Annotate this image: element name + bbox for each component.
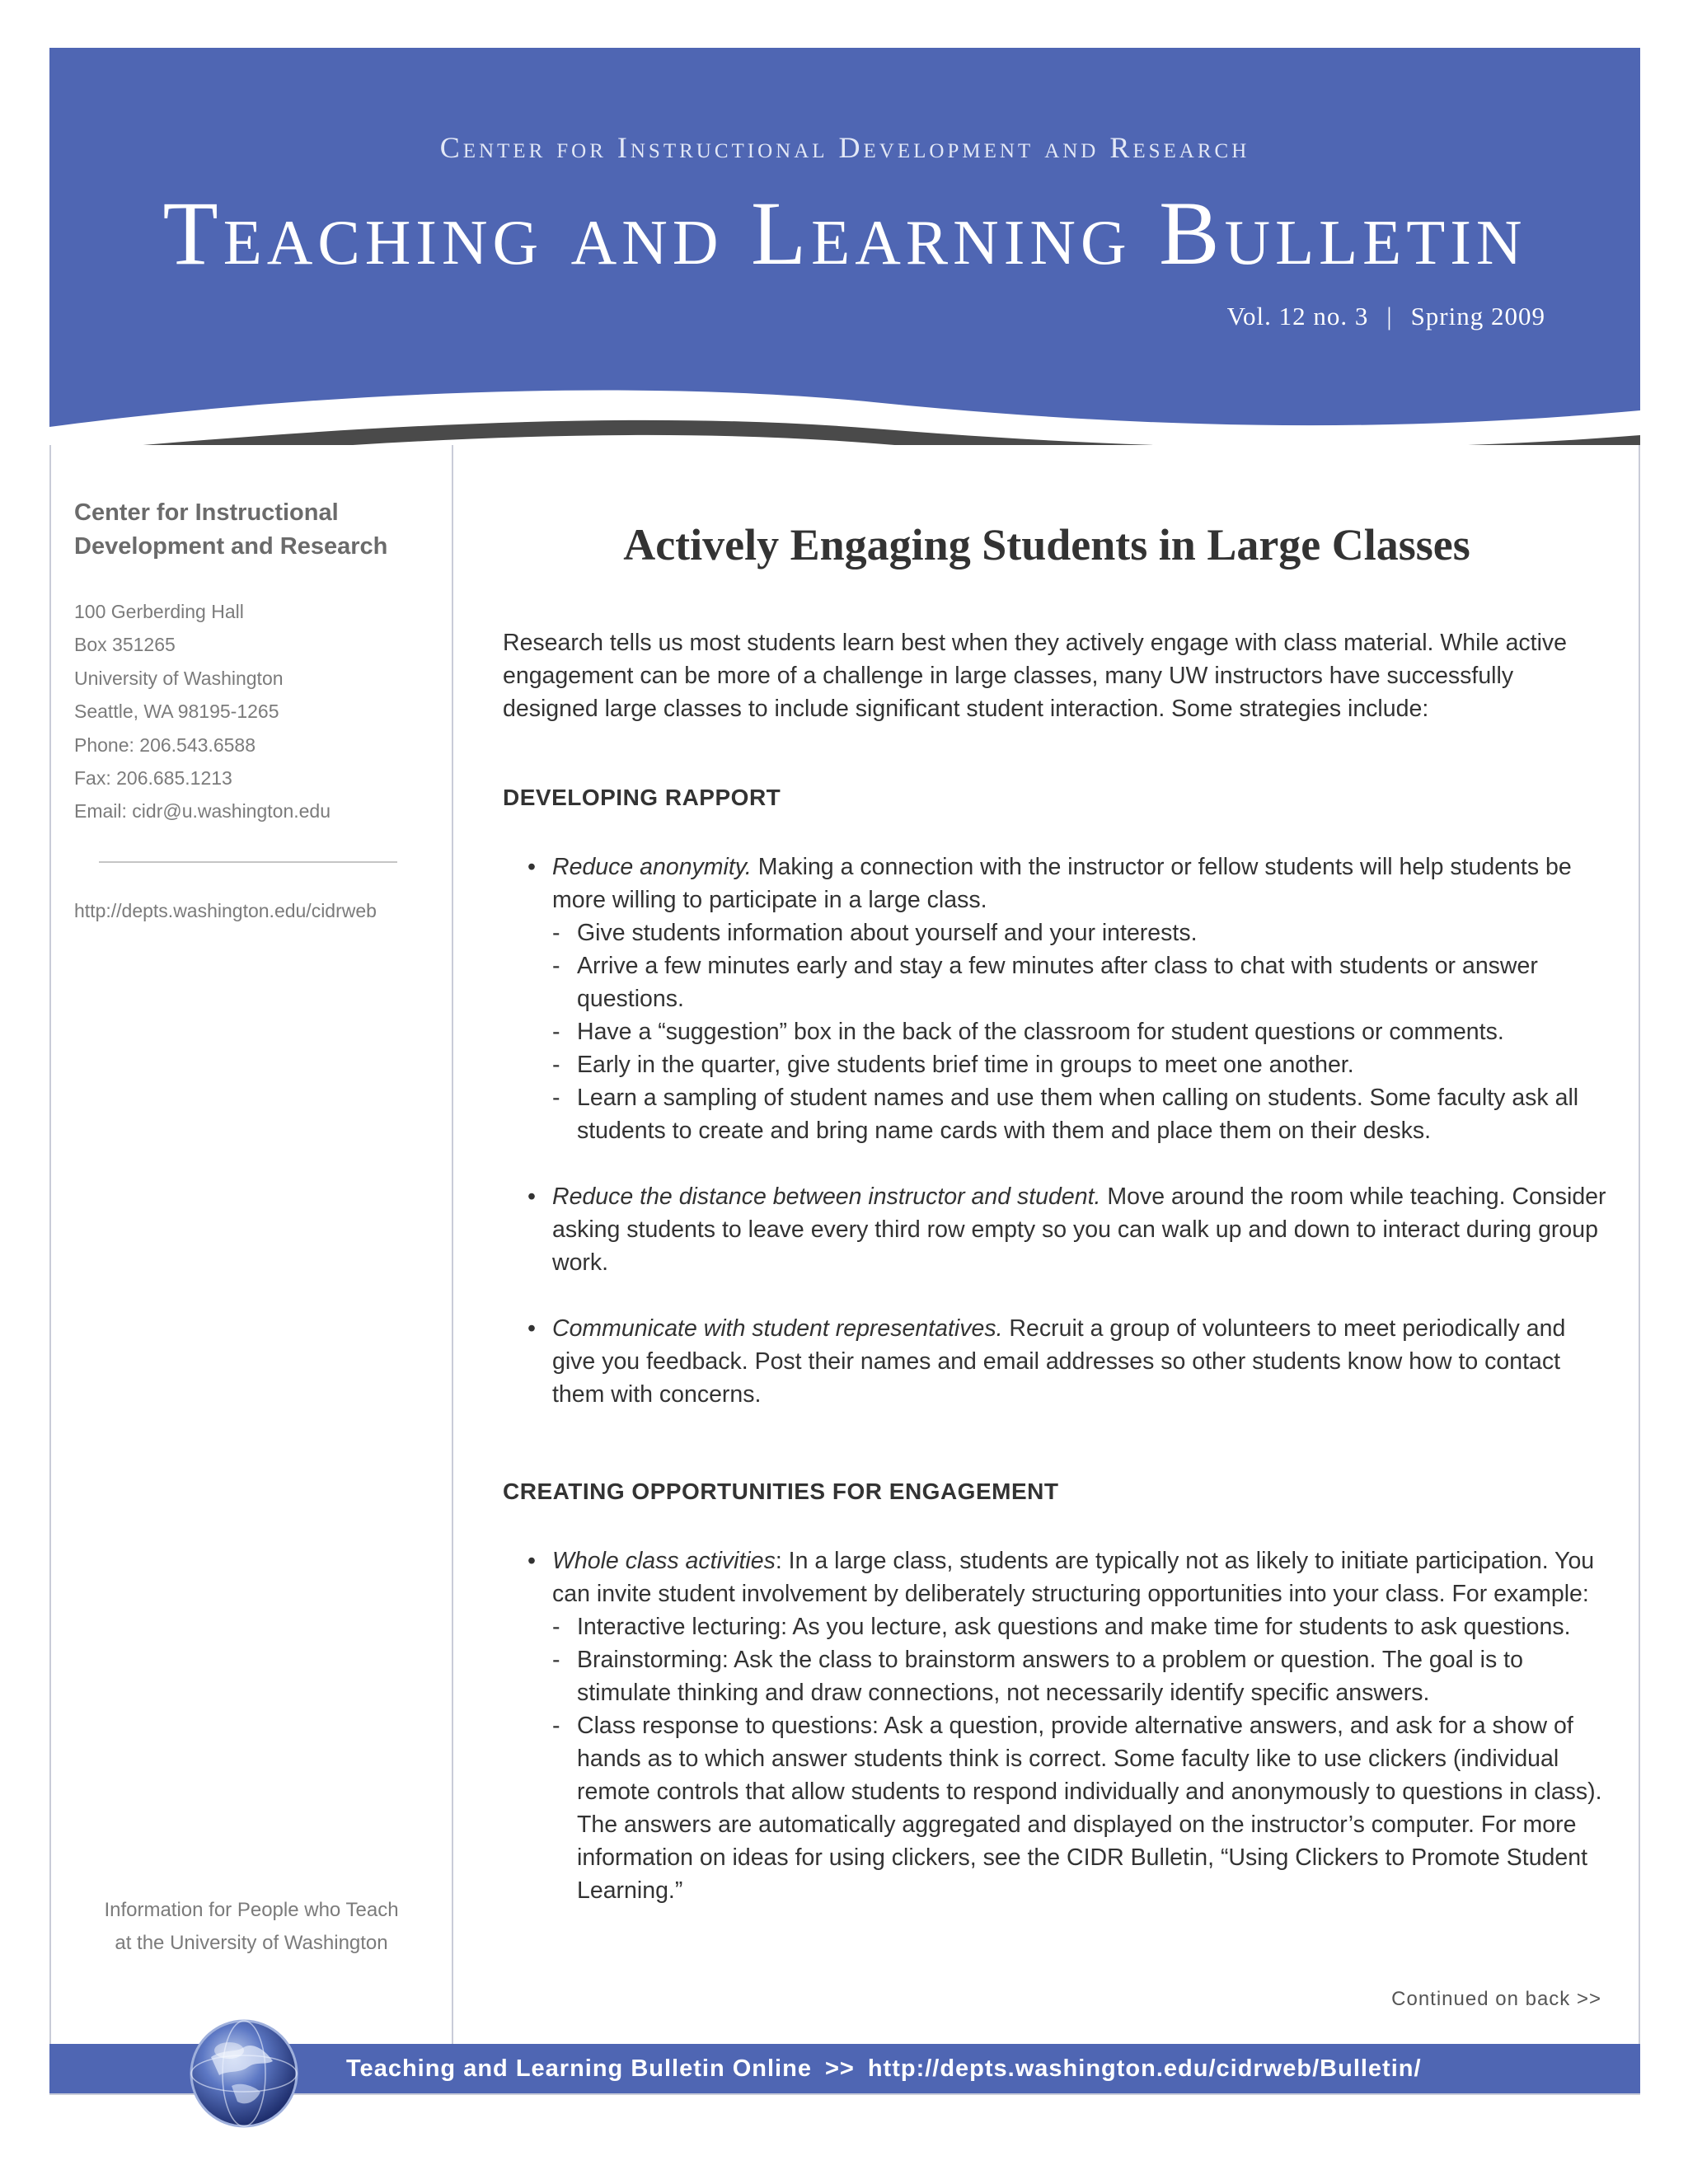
bullet-dot: • [528, 854, 536, 880]
org-title: Center for Instructional Development and Research [439, 131, 1250, 164]
bullet-reduce-anonymity [528, 851, 1607, 1147]
bullet-text: Recruit a group of volunteers to meet periodically and give you feedback. Post their names and email addresses so other students know how to contact them with concerns. [552, 1315, 1566, 1408]
article-title: Actively Engaging Students in Large Classes [623, 520, 1470, 569]
masthead [49, 48, 1640, 445]
sub-item: - Give students information about yourself and your interests. [552, 920, 1198, 946]
email-line[interactable]: Email: cidr@u.washington.edu [74, 800, 331, 823]
bullet-text: Move around the room while teaching. Consider asking students to leave every third row empty so you can walk up and down to interact during group work. [552, 1183, 1606, 1276]
footer-link[interactable] [346, 2055, 1422, 2083]
bullet-reduce-distance [528, 1180, 1607, 1279]
sidebar-divider [99, 861, 397, 863]
footer-label: Teaching and Learning Bulletin Online [346, 2055, 812, 2082]
sub-item: - Brainstorming: Ask the class to brainstorm answers to a problem or question. The goal is to stimulate thinking and draw connections, not necessarily identify specific answers. [552, 1647, 1523, 1706]
section-heading-engagement: CREATING OPPORTUNITIES FOR ENGAGEMENT [503, 1479, 1059, 1504]
sub-item: - Arrive a few minutes early and stay a few minutes after class to chat with students or answer questions. [552, 953, 1538, 1012]
sub-item-text: Brainstorming: Ask the class to brainstorm answers to a problem or question. The goal is to stimulate thinking and draw connections, not necessarily identify specific answers. [577, 1647, 1523, 1706]
bullet-text: : In a large class, students are typically not as likely to initiate participation. You can invite student involvement by deliberately structuring opportunities into your class. For example: [552, 1548, 1595, 1607]
sub-item: - Early in the quarter, give students brief time in groups to meet one another. [552, 1052, 1354, 1078]
bullet-dot: • [528, 1183, 536, 1210]
sub-item: - Learn a sampling of student names and use them when calling on students. Some faculty ask all students to create and bring name cards with them and place them on their desks. [552, 1085, 1579, 1144]
sub-item-text: Class response to questions: Ask a question, provide alternative answers, and ask for a show of hands as to which answer students think is correct. Some faculty like to use clickers (individual remote controls that allow students to respond individually and anonymously to questions in class). The answers are automatically aggregated and displayed on the instructor’s computer. For more information on ideas for using clickers, see the CIDR Bulletin, “Using Clickers to Promote Student Learning.” [577, 1713, 1602, 1904]
globe-icon [186, 2016, 302, 2131]
sidebar [49, 445, 453, 2044]
tagline-line: at the University of Washington [115, 1932, 388, 1954]
sub-item-text: Early in the quarter, give students brief time in groups to meet one another. [577, 1052, 1354, 1078]
bullet-lead: Communicate with student representatives. [552, 1315, 1003, 1342]
bullet-lead: Whole class activities [552, 1548, 776, 1574]
sidebar-org-name [74, 496, 437, 564]
address-line: Seattle, WA 98195-1265 [74, 701, 279, 723]
bullet-lead: Reduce anonymity. [552, 854, 752, 880]
sub-item: - Have a “suggestion” box in the back of the classroom for student questions or comments. [552, 1019, 1504, 1045]
sub-item: - Class response to questions: Ask a question, provide alternative answers, and ask for a show of hands as to which answer students think is correct. Some faculty like to use clickers (individual remote controls that allow students to respond individually and anonymously to questions in class). The answers are automatically aggregated and displayed on the instructor’s computer. For more information on ideas for using clickers, see the CIDR Bulletin, “Using Clickers to Promote Student Learning.” [552, 1713, 1602, 1904]
sidebar-tagline [49, 1894, 453, 1960]
phone-line: Phone: 206.543.6588 [74, 733, 256, 756]
sub-item: - Interactive lecturing: As you lecture, ask questions and make time for students to ask questions. [552, 1614, 1571, 1640]
sub-item-text: Arrive a few minutes early and stay a few minutes after class to chat with students or answer questions. [577, 953, 1538, 1012]
address-line: University of Washington [74, 667, 284, 689]
continued-note: Continued on back >> [1391, 1988, 1601, 2010]
bullet-whole-class-activities [528, 1544, 1607, 1907]
sub-item-text: Interactive lecturing: As you lecture, ask questions and make time for students to ask questions. [577, 1614, 1571, 1640]
contact-address [74, 595, 445, 828]
bullet-lead: Reduce the distance between instructor and student. [552, 1183, 1101, 1210]
address-line: Box 351265 [74, 634, 176, 656]
sub-item-text: Give students information about yourself and your interests. [577, 920, 1198, 946]
volume-number: Vol. 12 no. 3 [1226, 302, 1369, 330]
sub-item-text: Have a “suggestion” box in the back of the classroom for student questions or comments. [577, 1019, 1504, 1045]
issue-season: Spring 2009 [1410, 302, 1545, 330]
issue-info [1227, 302, 1545, 331]
bullet-dot: • [528, 1548, 536, 1574]
bullet-dot: • [528, 1315, 536, 1342]
footer-url[interactable]: http://depts.washington.edu/cidrweb/Bulletin/ [867, 2055, 1422, 2082]
bullet-student-representatives [528, 1312, 1607, 1411]
header-wave-decoration [49, 377, 1640, 445]
footer-arrow: >> [824, 2055, 855, 2082]
sidebar-org-name-line: Development and Research [74, 533, 388, 560]
address-line: 100 Gerberding Hall [74, 601, 244, 622]
sub-item-text: Learn a sampling of student names and use them when calling on students. Some faculty ask all students to create and bring name cards with them and place them on their desks. [577, 1085, 1579, 1144]
issue-separator: | [1386, 302, 1393, 330]
tagline-line: Information for People who Teach [104, 1899, 399, 1921]
fax-line: Fax: 206.685.1213 [74, 767, 232, 790]
bullet-text: Making a connection with the instructor or fellow students will help students be more willing to participate in a large class. [552, 854, 1572, 913]
sidebar-website-link[interactable]: http://depts.washington.edu/cidrweb [74, 900, 377, 921]
sidebar-org-name-line: Center for Instructional [74, 499, 339, 526]
article-intro: Research tells us most students learn best when they actively engage with class material. While active engagement can be more of a challenge in large classes, many UW instructors have successfully designed large classes to include significant student interaction. Some strategies include: [503, 630, 1568, 722]
bulletin-title: Teaching and Learning Bulletin [162, 183, 1527, 284]
section-heading-rapport: DEVELOPING RAPPORT [503, 785, 781, 810]
